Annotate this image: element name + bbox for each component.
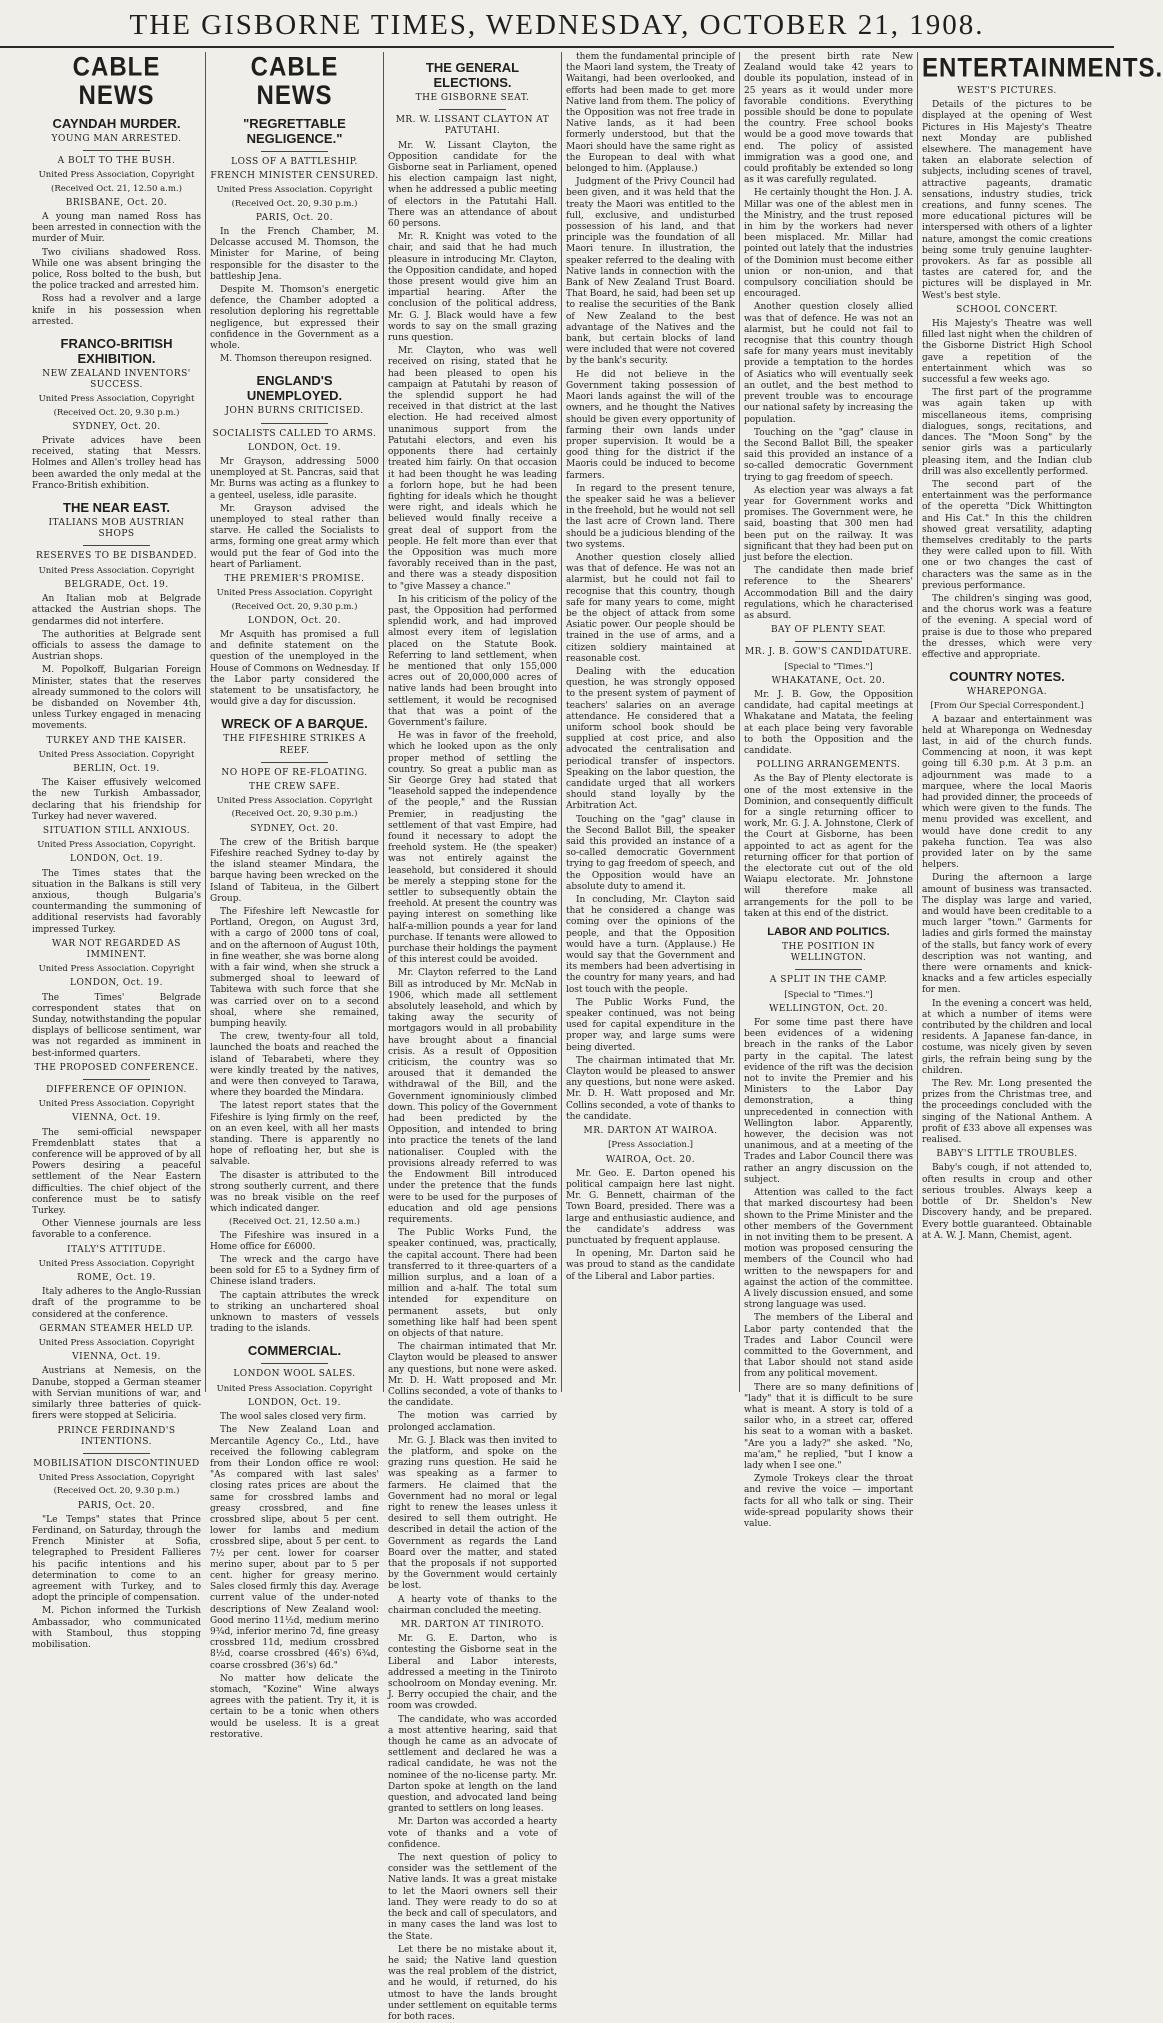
article-headline: ENGLAND'S UNEMPLOYED. (246, 373, 343, 404)
paragraph: The latest report states that the Fifeshire is lying firmly on the reef, on an even keel, with all her masts standing. There is apparently no hope of refloating her, but she is salvable. (210, 1101, 379, 1168)
subheading: WAIROA, Oct. 20. (605, 1154, 696, 1165)
subheading: PRINCE FERDINAND'S INTENTIONS. (57, 1425, 176, 1447)
paragraph: In the French Chamber, M. Delcasse accused M. Thomson, the Minister for Marine, of being responsible for the disaster to the battleship Jena. (210, 227, 379, 282)
subheading: RESERVES TO BE DISBANDED. (36, 551, 197, 562)
paragraph: The crew, twenty-four all told, launched the boats and reached the island of Tebarabeti, where they were kindly treated by the natives, and were then conveyed to Tarawa, where they boarded the Mindara. (210, 1032, 379, 1099)
paragraph: The Public Works Fund, the speaker continued, was not being used for capital expenditure in the proper way, and large sums were being diverted. (566, 997, 735, 1053)
paragraph: A young man named Ross has been arrested in connection with the murder of Muir. (32, 212, 201, 245)
dateline: (Received Oct. 21, 12.50 a.m.) (51, 183, 182, 194)
subheading: LONDON, Oct. 19. (70, 854, 163, 865)
paragraph: Mr. Clayton referred to the Land Bill as introduced by Mr. McNab in 1906, which made all settlement absolutely leasehold, and which by taking away the security of mortgagors would in all probability have brought about a financial crisis. As a result of Opposition criticism, the country was so aroused that it demanded the withdrawal of the Bill, and the Government ignominiously climbed down. This policy of the Government had been predicted by the Opposition, and intended to bring into practice the tenets of the land nationaliser. Coupled with the provisions already referred to was the Endowment Bill introduced under the pretence that the funds were to be used for the purposes of education and old age pensions requirements. (388, 968, 557, 1225)
dateline: [Press Association.] (608, 1140, 693, 1151)
dateline: United Press Association. Copyright (216, 588, 373, 599)
paragraph: The captain attributes the wreck to striking an unchartered shoal unknown to masters of vessels trading to the islands. (210, 1290, 379, 1335)
paragraph: The crew of the British barque Fifeshire reached Sydney to-day by the island steamer Mindara, the barque having been wrecked on the Island of Tabiteua, in the Gilbert Group. (210, 837, 379, 904)
column-3 (384, 52, 562, 2022)
paragraph: Baby's cough, if not attended to, often results in croup and other serious troubles. Always keep a bottle of Dr. Sheldon's New Discovery handy, and be prepared. Every bottle guaranteed. Obtainable at A. W. J. Mann, Chemist, agent. (922, 1163, 1092, 1241)
paragraph: The members of the Liberal and Labor party contended that the Trades and Labor Council were committed to the Government, and that Labor should not stand aside from any political movement. (744, 1313, 913, 1380)
column-1 (28, 52, 206, 1650)
paragraph: The chairman intimated that Mr. Clayton would be pleased to answer any questions, but none were asked. Mr. D. H. Watt proposed and Mr. Collins seconded, a vote of thanks to the candidate. (566, 1055, 735, 1122)
dateline: United Press Association. Copyright (216, 796, 373, 807)
dateline: [Special to "Times."] (784, 989, 873, 1000)
article-headline: "REGRETTABLE NEGLIGENCE." (243, 116, 346, 146)
paragraph: The second part of the entertainment was the performance of the operetta "Dick Whittington and His Cat." In this the children showed great versatility, adapting themselves creditably to the parts they were called upon to fill. With one or two changes the cast of characters was the same as in the previous performance. (922, 479, 1092, 591)
paragraph: M. Pichon informed the Turkish Ambassador, who communicated with Stamboul, thus stopping mobilisation. (32, 1606, 201, 1650)
subheading: THE PROPOSED CONFERENCE. (34, 1062, 199, 1073)
paragraph: Another question closely allied was that of defence. He was not an alarmist, but he could not fail to recognise that this country, though safe for many years to come, might be the object of attack from some Asiatic power. Our people should be trained in the use of arms, and a citizen soldiery maintained at reasonable cost. (566, 552, 735, 664)
subheading: WHAKATANE, Oct. 20. (771, 675, 886, 686)
divider-rule (83, 545, 151, 546)
subheading: BRISBANE, Oct. 20. (65, 197, 168, 208)
paragraph: Judgment of the Privy Council had been given, and it was held that the treaty the Maori was entitled to the full, exclusive, and undisturbed possession of his land, and that principle was the foundation of all Maori tenure. In illustration, the speaker referred to the dealing with Native lands in connection with the Bank of New Zealand Trust Board. That Board, he said, had been set up to realise the securities of the Bank of New Zealand to the best advantage of the Natives and the bank, but certain blocks of land were included that were not covered by the bank's security. (566, 177, 735, 367)
dateline: United Press Association. Copyright (216, 185, 373, 196)
subheading: PARIS, Oct. 20. (255, 212, 334, 223)
dateline: United Press Association. Copyright (38, 565, 195, 576)
paragraph: Austrians at Nemesis, on the Danube, stopped a German steamer with Servian munitions of war, and similarly three batteries of quick-firers were stopped at Seliciria. (32, 1366, 201, 1422)
paragraph: Mr. J. B. Gow, the Opposition candidate, had capital meetings at Whakatane and Matata, the feeling at each place being very favorable to both the Opposition and the candidate. (744, 689, 913, 756)
subheading: LONDON, Oct. 19. (70, 978, 163, 989)
paragraph: There are so many definitions of "lady" that it is difficult to be sure what is meant. A story is told of a sailor who, in a street car, offered his seat to a woman with a basket. "Are you a lady?" she asked. "No, ma'am," he replied, "but I know a lady when I see one." (744, 1382, 913, 1471)
paragraph: Let there be no mistake about it, he said; the Native land question was the real problem of the district, and he would, if returned, do his utmost to have the lands brought under settlement on equitable terms for both races. (388, 1944, 557, 2022)
dateline: United Press Association. Copyright (38, 749, 195, 760)
subheading: POLLING ARRANGEMENTS. (756, 760, 901, 771)
divider-rule (795, 641, 863, 642)
paragraph: The wreck and the cargo have been sold for £5 to a Sydney firm of Chinese island traders. (210, 1255, 379, 1288)
section-banner: CABLE NEWS (250, 52, 339, 111)
subheading: LONDON, Oct. 20. (248, 615, 341, 626)
dateline: (Received Oct. 20, 9.30 p.m.) (231, 198, 358, 209)
subheading: THE FIFESHIRE STRIKES A REEF. (223, 734, 366, 756)
paragraph: The Public Works Fund, the speaker continued, was, practically, the capital account. There had been transferred to it three-quarters of a million surplus, and a loan of a million and a-half. The total sum intended for expenditure on permanent assets, but only something like half had been spent on objects of that nature. (388, 1228, 557, 1339)
subheading: DIFFERENCE OF OPINION. (46, 1085, 187, 1096)
dateline: United Press Association. Copyright (38, 1258, 195, 1269)
paragraph: Mr Grayson, addressing 5000 unemployed at St. Pancras, said that Mr. Burns was acting as a flunkey to a genteel, useless, idle parasite. (210, 457, 379, 501)
dateline: (Received Oct. 20, 9.30 p.m.) (231, 601, 358, 612)
subheading: ITALIANS MOB AUSTRIAN SHOPS (48, 518, 185, 540)
paragraph: Touching on the "gag" clause in the Second Ballot Bill, the speaker said this provided an instance of a so-called democratic Government trying to gag freedom of speech. (744, 427, 913, 483)
masthead-title: THE GISBORNE TIMES, WEDNESDAY, OCTOBER 21, 1908. (129, 9, 985, 41)
paragraph: Mr. G. J. Black was then invited to the platform, and spoke on the grazing runs question. He said he was speaking as a farmer to farmers. He claimed that the Government had no moral or legal right to renew the leases unless it desired to sell them outright. He described in detail the action of the Government as regards the Land Board over the matter, and stated that the proposals if not supported by the Government would certainly be lost. (388, 1435, 557, 1592)
paragraph: The New Zealand Loan and Mercantile Agency Co., Ltd., have received the following cablegram from their London office re wool: "As compared with last sales' closing rates prices are about the same for crossbred lambs and greasy crossbred, and fine crossbred slipe, about 5 per cent. lower for lambs and medium crossbred slipe, about 5 per cent. to 7½ per cent. lower for coarser merino super, about par to 5 per cent. higher for greasy merino. Sales closed firmly this day. Average current value of the under-noted descriptions of New Zealand wool: Good merino 11½d, medium merino 9¾d, inferior merino 7d, fine greasy crossbred 11d, medium crossbred 8½d, coarse crossbred (46's) 6¾d, coarse crossbred (36's) 6d." (210, 1425, 379, 1671)
paragraph: The Fifeshire left Newcastle for Portland, Oregon, on August 3rd, with a cargo of 2000 tons of coal, and on the afternoon of August 10th, in fine weather, she was borne along with a fair wind, when she struck a submerged shoal to leeward of Tabitewa with such force that she was carried over on to a second shoal, where she remained, bumping heavily. (210, 906, 379, 1029)
paragraph: Ross had a revolver and a large knife in his possession when arrested. (32, 294, 201, 327)
dateline: (Received Oct. 20, 9.30 p.m.) (231, 809, 358, 820)
subheading: PARIS, Oct. 20. (77, 1500, 156, 1511)
paragraph: The candidate, who was accorded a most attentive hearing, said that though he came as an advocate of settlement and declared he was a radical candidate, he was not the nominee of the no-license party. Mr. Darton spoke at length on the land question, and advocated land being granted to settlers on long leases. (388, 1714, 557, 1815)
subheading: THE CREW SAFE. (249, 781, 340, 792)
paragraph: Touching on the "gag" clause in the Second Ballot Bill, the speaker said this provided an instance of a so-called democratic Government trying to gag freedom of speech, and the Opposition would have an absolute duty to amend it. (566, 814, 735, 892)
divider-rule (261, 151, 329, 152)
paragraph: Other Viennese journals are less favorable to a conference. (32, 1219, 201, 1241)
paragraph: The Fifeshire was insured in a Home office for £6000. (210, 1230, 379, 1252)
masthead (0, 0, 1114, 48)
subheading: MR. DARTON AT WAIROA. (583, 1126, 718, 1137)
dateline: (Received Oct. 20, 9.30 p.m.) (53, 1486, 180, 1497)
article-headline: THE NEAR EAST. (63, 500, 170, 516)
paragraph: The children's singing was good, and the chorus work was a feature of the evening. A special word of praise is due to those who prepared the dresses, which were very effective and appropriate. (922, 593, 1092, 660)
paragraph: Mr Asquith has promised a full and definite statement on the question of the unemployed in the House of Commons on Wednesday. If the Labor party considered the statement to be unsatisfactory, he would give a day for discussion. (210, 629, 379, 708)
subheading: ROME, Oct. 19. (77, 1273, 156, 1284)
subheading: THE POSITION IN WELLINGTON. (781, 942, 876, 964)
paragraph: Mr. R. Knight was voted to the chair, and said that he had much pleasure in introducing Mr. Clayton, the Opposition candidate, and hoped those present would give him an impartial hearing. After the conclusion of the political address, Mr. G. J. Black would have a few words to say on the small grazing runs question. (388, 232, 557, 344)
paragraph: Details of the pictures to be displayed at the opening of West Pictures in His Majesty's Theatre next Monday are published elsewhere. The management have taken an elaborate selection of subjects, including scenes of travel, attractive pageants, dramatic sensations, industry studies, trick creations, and funny scenes. The more educational pictures will be interspersed with others of a lighter nature, amongst the comic creations being some truly genuine laughter-provokers. As far as possible all tastes are catered for, and the pictures will be displayed in Mr. West's best style. (922, 100, 1092, 301)
paragraph: the present birth rate New Zealand would take 42 years to double its population, instead of in 25 years as it would under more favorable conditions. Everything possible should be done to populate the country. Free school books would be a good move towards that end. The policy of assisted immigration was a good one, and could profitably be extended so long as it was carefully regulated. (744, 52, 913, 186)
subheading: VIENNA, Oct. 19. (72, 1113, 161, 1124)
subheading: FRENCH MINISTER CENSURED. (210, 171, 379, 182)
paragraph: Mr. Clayton, who was well received on rising, stated that he had been pleased to open his campaign at Patutahi by reason of the splendid support he had received in that district at the last election. He had received almost unanimous support from the Patutahi electors, and even his opponents there had certainly treated him fairly. On that occasion it had been thought he was leading a forlorn hope, but he had been fighting for ideals which he thought were right, and ideals which he believed would finally receive a great deal of support from the people. He felt more than ever that the Opposition was much more favorably received than in the past, and there was a steady disposition to "give Massey a chance." (388, 346, 557, 592)
dateline: United Press Association, Copyright. (37, 840, 196, 851)
dateline: (Received Oct. 21, 12.50 a.m.) (229, 1217, 360, 1228)
paragraph: "Le Temps" states that Prince Ferdinand, on Saturday, through the French Minister at Sofia, telegraphed to President Fallieres his pacific intentions and his determination to come to an agreement with Turkey, and to adopt the principle of compensation. (32, 1514, 201, 1604)
paragraph: Italy adheres to the Anglo-Russian draft of the programme to be considered at the conference. (32, 1287, 201, 1320)
dateline: United Press Association. Copyright (38, 1099, 195, 1110)
subheading: TURKEY AND THE KAISER. (46, 735, 187, 746)
subheading: NO HOPE OF RE-FLOATING. (221, 767, 368, 778)
section-banner: ENTERTAINMENTS. (922, 53, 1163, 84)
paragraph: As the Bay of Plenty electorate is one of the most extensive in the Dominion, and consequently difficult for a single returning officer to work, Mr. G. J. A. Johnstone, Clerk of the Court at Gisborne, has been appointed to act as agent for the returning officer for that portion of the electorate cut out of the old Waiapu electorate. Mr. Johnstone will therefore make all arrangements for the poll to be taken at this end of the district. (744, 774, 913, 919)
paragraph: An Italian mob at Belgrade attacked the Austrian shops. The gendarmes did not interfere. (32, 594, 201, 627)
subheading: THE PREMIER'S PROMISE. (224, 574, 365, 585)
dateline: United Press Association. Copyright (216, 1383, 373, 1394)
dateline: (Received Oct. 20, 9.30 p.m.) (53, 407, 180, 418)
paragraph: The wool sales closed very firm. (220, 1412, 367, 1423)
article-headline: LABOR AND POLITICS. (767, 926, 890, 939)
dateline: [From Our Special Correspondent.] (930, 701, 1084, 712)
article-headline: CAYNDAH MURDER. (52, 116, 181, 131)
paragraph: The first part of the programme was again taken up with miscellaneous items, comprising dialogues, songs, recitations, and dances. The "Moon Song" by the senior girls was a particularly pleasing item, and the Indian club drill was also excellently performed. (922, 388, 1092, 477)
paragraph: The motion was carried by prolonged acclamation. (388, 1411, 557, 1433)
subheading: JOHN BURNS CRITICISED. (225, 406, 364, 417)
paragraph: The next question of policy to consider was the settlement of the Native lands. It was a great mistake to let the Maori owners sell their land. They were ready to do so at the beck and call of speculators, and in many cases the land was lost to the State. (388, 1853, 557, 1942)
subheading: LONDON, Oct. 19. (248, 1397, 341, 1408)
paragraph: Mr. Geo. E. Darton opened his political campaign here last night. Mr. G. Bennett, chairman of the Town Board, presided. There was a large and enthusiastic audience, and the candidate's address was punctuated by frequent applause. (566, 1168, 735, 1246)
paragraph: M. Thomson thereupon resigned. (220, 354, 373, 365)
column-4 (562, 52, 740, 1392)
divider-rule (439, 109, 507, 110)
subheading: BELGRADE, Oct. 19. (64, 579, 169, 590)
paragraph: The Times' Belgrade correspondent states that on Sunday, notwithstanding the popular displays of bellicose sentiment, war was not regarded as imminent in best-informed quarters. (32, 992, 201, 1059)
subheading: SITUATION STILL ANXIOUS. (42, 825, 191, 836)
subheading: SCHOOL CONCERT. (956, 304, 1058, 315)
column-5 (740, 52, 918, 1529)
dateline: United Press Association. Copyright (38, 964, 195, 975)
dateline: [Special to "Times."] (784, 661, 873, 672)
paragraph: In opening, Mr. Darton said he was proud to stand as the candidate of the Liberal and Labor parties. (566, 1249, 735, 1282)
subheading: VIENNA, Oct. 19. (72, 1352, 161, 1363)
paragraph: In his criticism of the policy of the past, the Opposition had performed splendid work, and had improved almost every item of legislation placed on the Statute Book. Referring to land settlement, when he mentioned that only 155,000 acres out of 20,000,000 acres of native lands had been brought into settlement, it would be recognised that that was a point of the Government's failure. (388, 594, 557, 728)
paragraph: He certainly thought the Hon. J. A. Millar was one of the ablest men in the Ministry, and the trust reposed in him by the workers had never been misplaced. Mr. Millar had pointed out lately that the industries of the Dominion must become either union or non-union, and that compulsory conciliation should be encouraged. (744, 188, 913, 300)
subheading: MR. DARTON AT TINIROTO. (400, 1620, 545, 1631)
paragraph: His Majesty's Theatre was well filled last night when the children of the Gisborne District High School gave a repetition of the entertainment which was so successful a few weeks ago. (922, 319, 1092, 386)
divider-rule (261, 1363, 329, 1364)
paragraph: For some time past there have been evidences of a widening breach in the ranks of the Labor party in the capital. The latest evidence of the rift was the decision not to invite the Premier and his Ministers to the Labor Day demonstration, a thing unprecedented in connection with Wellington labor. Apparently, however, the decision was not unanimous, and at a meeting of the Trades and Labor Council there was rather an angry discussion on the subject. (744, 1018, 913, 1185)
subheading: BAY OF PLENTY SEAT. (770, 625, 887, 636)
paragraph: He did not believe in the Government taking possession of Maori lands against the will of the owners, and he thought the Natives should be given every opportunity of farming their own lands under proper supervision. It would be a good thing for the district if the Maoris could be induced to become farmers. (566, 369, 735, 481)
subheading: MR. W. LISSANT CLAYTON AT PATUTAHI. (395, 115, 550, 137)
paragraph: Mr. Grayson advised the unemployed to steal rather than starve. He called the Socialists to arms, forming one great army which would put the fear of God into the heart of Parliament. (210, 503, 379, 570)
columns-container (28, 52, 1163, 2022)
subheading: YOUNG MAN ARRESTED. (51, 134, 182, 144)
paragraph: M. Popolkoff, Bulgarian Foreign Minister, states that the reserves already summoned to the colors will be disbanded on November 4th, unless Turkey engaged in menacing movements. (32, 665, 201, 732)
paragraph: In regard to the present tenure, the speaker said he was a believer in the freehold, but he would not sell the last acre of Crown land. There should be a judicious blending of the two systems. (566, 483, 735, 550)
paragraph: Dealing with the education question, he was strongly opposed to the present system of payment of teachers' salaries on an average attendance. He considered that a uniform school book should be supplied at cost price, and also advocated the centralisation and periodical transfer of inspectors. Speaking on the labor question, the candidate urged that all workers should stand loyally by the Arbitration Act. (566, 666, 735, 812)
subheading: GERMAN STEAMER HELD UP. (39, 1323, 194, 1334)
subheading: SYDNEY, Oct. 20. (72, 421, 161, 432)
subheading: BABY'S LITTLE TROUBLES. (936, 1149, 1078, 1160)
dateline: United Press Association. Copyright (38, 1338, 195, 1349)
paragraph: As election year was always a fat year for Government works and promises. The Government were, he said, boasting that 300 men had been put on the railway. It was significant that they had been put on just before the election. (744, 485, 913, 563)
column-2 (206, 52, 384, 1740)
paragraph: During the afternoon a large amount of business was transacted. The display was large and varied, and would have been creditable to a much larger "town." Garments for ladies and girls formed the mainstay of the stalls, but fancy work of every description was not wanting, and there were ornaments and knick-knacks and a few articles especially for men. (922, 873, 1092, 996)
paragraph: Zymole Trokeys clear the throat and revive the voice — important facts for all who talk or sing. Their wide-spread popularity shows their value. (744, 1474, 913, 1529)
section-banner: CABLE NEWS (72, 52, 161, 111)
paragraph: No matter how delicate the stomach, "Kozine" Wine always agrees with the patient. Try it, it is certain to be a tonic when others would be useless. It is a great restorative. (210, 1673, 379, 1740)
paragraph: In the evening a concert was held, at which a number of items were contributed by the children and local residents. A Japanese fan-dance, in costume, was nicely given by seven girls, the refrain being sung by the children. (922, 998, 1092, 1076)
paragraph: Mr. G. E. Darton, who is contesting the Gisborne seat in the Liberal and Labor interests, addressed a meeting in the Tiniroto schoolroom on Monday evening. Mr. J. Berry occupied the chair, and the room was crowded. (388, 1634, 557, 1712)
column-6 (918, 52, 1163, 1392)
subheading: WELLINGTON, Oct. 20. (769, 1003, 888, 1014)
dateline: United Press Association, Copyright (38, 394, 195, 405)
subheading: SYDNEY, Oct. 20. (250, 823, 339, 834)
paragraph: A bazaar and entertainment was held at Whareponga on Wednesday last, in aid of the church funds. Commencing at noon, it was kept going till 6.30 p.m. At 3 p.m. an adjournment was made to a marquee, where the local Maoris had provided dinner, the proceeds of which were given to the funds. The menu provided was excellent, and would have done credit to any pakeha function. Tea was also provided later on by the same helpers. (922, 714, 1092, 871)
article-headline: WRECK OF A BARQUE. (221, 716, 368, 732)
subheading: WAR NOT REGARDED AS IMMINENT. (52, 938, 181, 960)
divider-rule (83, 150, 151, 151)
dateline: United Press Association, Copyright (38, 1473, 195, 1484)
article-headline: COMMERCIAL. (247, 1343, 342, 1359)
paragraph: The chairman intimated that Mr. Clayton would be pleased to answer any questions, but none were asked. Mr. D. H. Watt proposed and Mr. Collins seconded, a vote of thanks to the candidate. (388, 1342, 557, 1409)
subheading: WHAREPONGA. (966, 687, 1048, 698)
dateline: United Press Association, Copyright (38, 170, 195, 181)
subheading: A BOLT TO THE BUSH. (57, 156, 176, 167)
paragraph: In concluding, Mr. Clayton said that he considered a change was coming over the opinions of the people, and that the Opposition would have a turn. (Applause.) He would say that the Government and its members had been advertising in the country for many years, and had lost touch with the people. (566, 895, 735, 995)
divider-rule (261, 762, 329, 763)
paragraph: The disaster is attributed to the strong southerly current, and there was no break visible on the reef which indicated danger. (210, 1170, 379, 1215)
subheading: WEST'S PICTURES. (957, 86, 1057, 96)
paragraph: them the fundamental principle of the Maori land system, the Treaty of Waitangi, had been overlooked, and efforts had been made to get more Native land from them. The policy of the Opposition was not free trade in Native lands, as it had been formerly understood, but that the Maori should have the same right as the European to deal with what belonged to him. (Applause.) (566, 52, 735, 175)
subheading: MOBILISATION DISCONTINUED (33, 1458, 200, 1469)
paragraph: Despite M. Thomson's energetic defence, the Chamber adopted a resolution deploring his regrettable negligence, but expressed their confidence in the Government as a whole. (210, 285, 379, 352)
paragraph: Mr. Darton was accorded a hearty vote of thanks and a vote of confidence. (388, 1817, 557, 1850)
paragraph: He was in favor of the freehold, which he looked upon as the only proper method of settling the country. So great a public man as Sir George Grey had stated that "leasehold sapped the independence of the people," and the Russian Premier, in readjusting the settlement of that vast Empire, had found it necessary to adopt the freehold system. He (the speaker) was not entirely against the leasehold, but considered it should be merely a stepping stone for the settler to subsequently obtain the freehold. At present the country was paying interest on something like half-a-million pounds a year for land purchase. If tenants were allowed to purchase their holdings the payment of this interest could be avoided. (388, 731, 557, 966)
paragraph: Mr. W. Lissant Clayton, the Opposition candidate for the Gisborne seat in Parliament, opened his election campaign last night, when he addressed a public meeting of electors in the Patutahi Hall. There was an attendance of about 60 persons. (388, 140, 557, 230)
paragraph: The Kaiser effusively welcomed the new Turkish Ambassador, declaring that his friendship for Turkey had never wavered. (32, 778, 201, 822)
paragraph: The candidate then made brief reference to the Shearers' Accommodation Bill and the dairy regulations, which he characterised as absurd. (744, 566, 913, 621)
subheading: BERLIN, Oct. 19. (73, 763, 160, 774)
subheading: THE GISBORNE SEAT. (415, 93, 530, 103)
subheading: MR. J. B. GOW'S CANDIDATURE. (744, 647, 913, 658)
divider-rule (83, 1079, 151, 1080)
divider-rule (261, 423, 329, 424)
subheading: LONDON WOOL SALES. (233, 1369, 356, 1380)
subheading: A SPLIT IN THE CAMP. (769, 975, 888, 986)
subheading: LONDON, Oct. 19. (248, 442, 341, 453)
article-headline: COUNTRY NOTES. (949, 669, 1065, 685)
paragraph: Another question closely allied was that of defence. He was not an alarmist, but he could not fail to recognise that this country though safe for many years must inevitably provide a temptation to the hordes of Asiatics who will eventually seek an outlet, and the best method to prevent trouble was to encourage our national safety by increasing the population. (744, 302, 913, 425)
paragraph: The Rev. Mr. Long presented the prizes from the Christmas tree, and the proceedings concluded with the singing of the National Anthem. A profit of £33 above all expenses was realised. (922, 1079, 1092, 1146)
paragraph: Two civilians shadowed Ross. While one was absent bringing the police, Ross bolted to the bush, but the police tracked and arrested him. (32, 247, 201, 292)
paragraph: The authorities at Belgrade sent officials to assess the damage to Austrian shops. (32, 629, 201, 663)
paragraph: Attention was called to the fact that marked discourtesy had been shown to the Prime Minister and the other members of the Government in not inviting them to be present. A motion was proposed censuring the members of the Council who had written to the newspapers for and against the action of the committee. A lively discussion ensued, and some strong language was used. (744, 1188, 913, 1311)
subheading: LOSS OF A BATTLESHIP. (231, 157, 358, 167)
article-headline: THE GENERAL ELECTIONS. (425, 60, 520, 90)
subheading: NEW ZEALAND INVENTORS' SUCCESS. (42, 369, 191, 391)
paragraph: Private advices have been received, stating that Messrs. Holmes and Allen's trolley head has been awarded the only medal at the Franco-British exhibition. (32, 436, 201, 491)
divider-rule (795, 969, 863, 970)
subheading: ITALY'S ATTITUDE. (67, 1244, 166, 1255)
paragraph: The Times states that the situation in the Balkans is still very anxious, though Bulgaria's countermanding the summoning of additional reservists had favorably impressed Turkey. (32, 868, 201, 935)
paragraph: The semi-official newspaper Fremdenblatt states that a conference will be approved of by all Powers desiring a peaceful settlement of the Near Eastern difficulties. The chief object of the conference must be to satisfy Turkey. (32, 1127, 201, 1217)
article-headline: FRANCO-BRITISH EXHIBITION. (60, 336, 173, 367)
subheading: SOCIALISTS CALLED TO ARMS. (212, 428, 377, 439)
divider-rule (83, 1453, 151, 1454)
paragraph: A hearty vote of thanks to the chairman concluded the meeting. (388, 1594, 557, 1616)
